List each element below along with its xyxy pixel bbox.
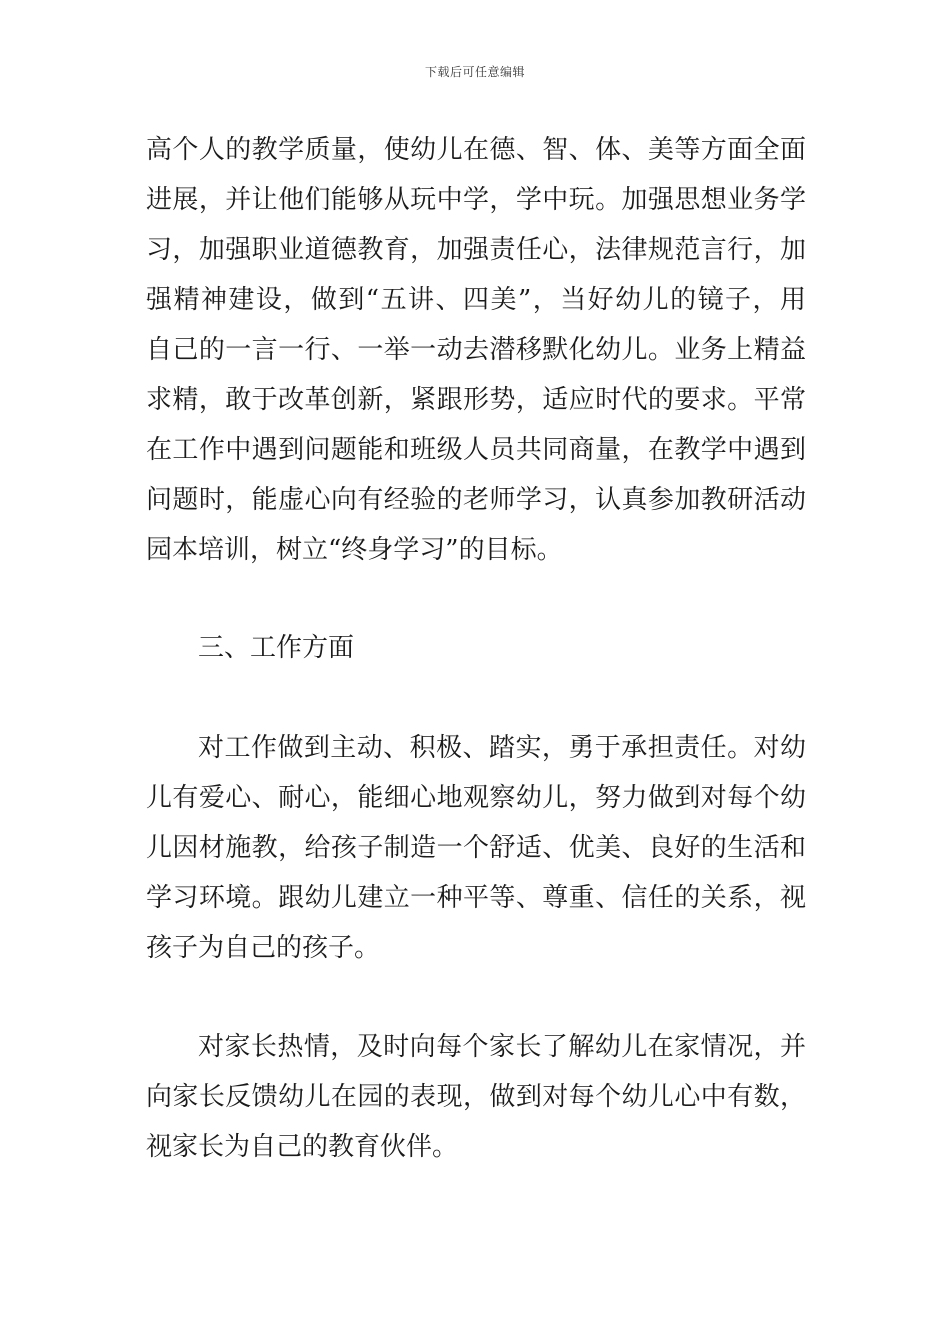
text-line: 孩子为自己的孩子。 (146, 933, 381, 963)
text-line: 向家长反馈幼儿在园的表现，做到对每个幼儿心中有数， (146, 1082, 806, 1112)
text-line: 自己的一言一行、一举一动去潜移默化幼儿。业务上精益 (146, 335, 806, 365)
text-line: 在工作中遇到问题能和班级人员共同商量，在教学中遇到 (146, 435, 806, 465)
text-line: 高个人的教学质量，使幼儿在德、智、体、美等方面全面 (146, 135, 806, 165)
text-line: 儿有爱心、耐心，能细心地观察幼儿，努力做到对每个幼 (146, 783, 806, 813)
text-line: 视家长为自己的教育伙伴。 (146, 1132, 459, 1162)
text-line: 学习环境。跟幼儿建立一种平等、尊重、信任的关系，视 (146, 883, 806, 913)
text-line: 对家长热情，及时向每个家长了解幼儿在家情况，并 (198, 1032, 806, 1062)
text-line: 对工作做到主动、积极、踏实，勇于承担责任。对幼 (198, 733, 806, 763)
text-line: 儿因材施教，给孩子制造一个舒适、优美、良好的生活和 (146, 833, 806, 863)
text-line: 强精神建设，做到“五讲、四美”，当好幼儿的镜子，用 (146, 285, 806, 315)
text-line: 进展，并让他们能够从玩中学，学中玩。加强思想业务学 (146, 185, 806, 215)
page-header: 下载后可任意编辑 (424, 65, 525, 79)
text-line: 园本培训，树立“终身学习”的目标。 (146, 535, 563, 565)
text-line: 求精，敢于改革创新，紧跟形势，适应时代的要求。平常 (146, 385, 806, 415)
section-heading: 三、工作方面 (198, 633, 355, 663)
text-line: 问题时，能虚心向有经验的老师学习，认真参加教研活动 (146, 485, 806, 515)
text-line: 习，加强职业道德教育，加强责任心，法律规范言行，加 (146, 235, 806, 265)
